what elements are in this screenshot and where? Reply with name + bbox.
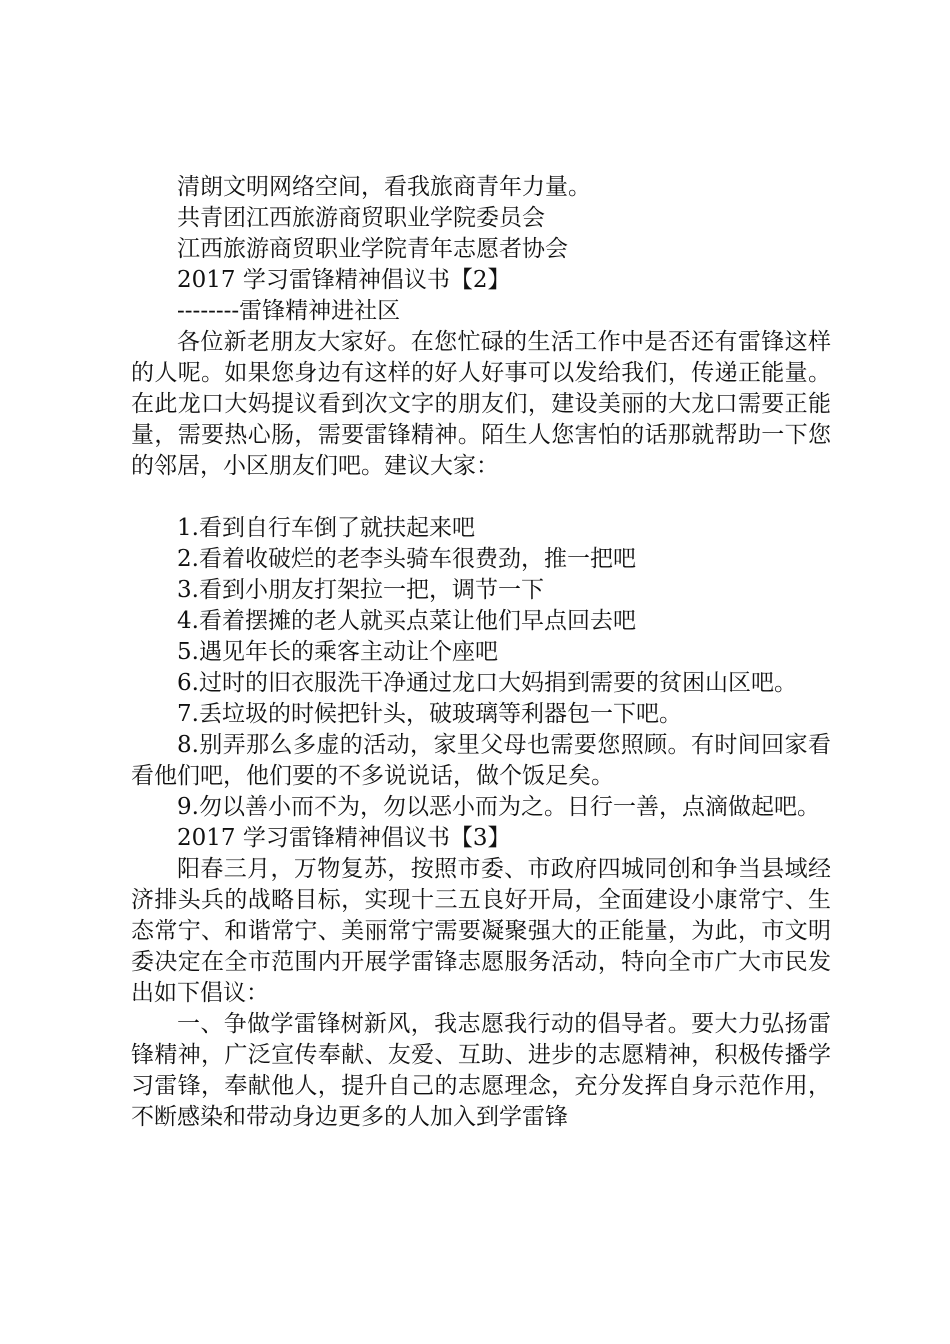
list-item: 6.过时的旧衣服洗干净通过龙口大妈捐到需要的贫困山区吧。 (177, 670, 797, 696)
intro-line: 清朗文明网络空间，看我旅商青年力量。 (177, 174, 591, 200)
body-paragraph: 阳春三月，万物复苏，按照市委、市政府四城同创和争当县域经济排头兵的战略目标，实现十三五良好开局，全面建设小康常宁、生态常宁、和谐常宁、美丽常宁需要凝聚强大的正能量，为此，市文明委决定在全市范围内开展学雷锋志愿服务活动，特向全市广大市民发出如下倡议： (131, 856, 831, 1006)
list-item: 4.看着摆摊的老人就买点菜让他们早点回去吧 (177, 608, 636, 634)
body-paragraph: 各位新老朋友大家好。在您忙碌的生活工作中是否还有雷锋这样的人呢。如果您身边有这样的好人好事可以发给我们，传递正能量。在此龙口大妈提议看到次文字的朋友们，建设美丽的大龙口需要正能量，需要热心肠，需要雷锋精神。陌生人您害怕的话那就帮助一下您的邻居，小区朋友们吧。建议大家： (131, 329, 831, 479)
list-item: 8.别弄那么多虚的活动，家里父母也需要您照顾。有时间回家看看他们吧，他们要的不多说说话，做个饭足矣。 (131, 732, 831, 789)
blank-line (131, 482, 831, 513)
list-item: 1.看到自行车倒了就扶起来吧 (177, 515, 475, 541)
list-item: 9.勿以善小而不为，勿以恶小而为之。日行一善，点滴做起吧。 (177, 794, 820, 820)
list-item: 7.丢垃圾的时候把针头，破玻璃等利器包一下吧。 (177, 701, 682, 727)
section-subtitle: --------雷锋精神进社区 (177, 298, 401, 324)
section-title: 2017 学习雷锋精神倡议书【3】 (177, 825, 511, 851)
list-item: 5.遇见年长的乘客主动让个座吧 (177, 639, 498, 665)
list-item: 3.看到小朋友打架拉一把，调节一下 (177, 577, 544, 603)
intro-line: 共青团江西旅游商贸职业学院委员会 (177, 205, 545, 231)
document-page (131, 172, 831, 1133)
section-title: 2017 学习雷锋精神倡议书【2】 (177, 267, 511, 293)
intro-line: 江西旅游商贸职业学院青年志愿者协会 (177, 236, 568, 262)
list-item: 2.看着收破烂的老李头骑车很费劲，推一把吧 (177, 546, 636, 572)
body-paragraph: 一、争做学雷锋树新风，我志愿我行动的倡导者。要大力弘扬雷锋精神，广泛宣传奉献、友爱、互助、进步的志愿精神，积极传播学习雷锋，奉献他人，提升自己的志愿理念，充分发挥自身示范作用，不断感染和带动身边更多的人加入到学雷锋 (131, 1011, 831, 1130)
